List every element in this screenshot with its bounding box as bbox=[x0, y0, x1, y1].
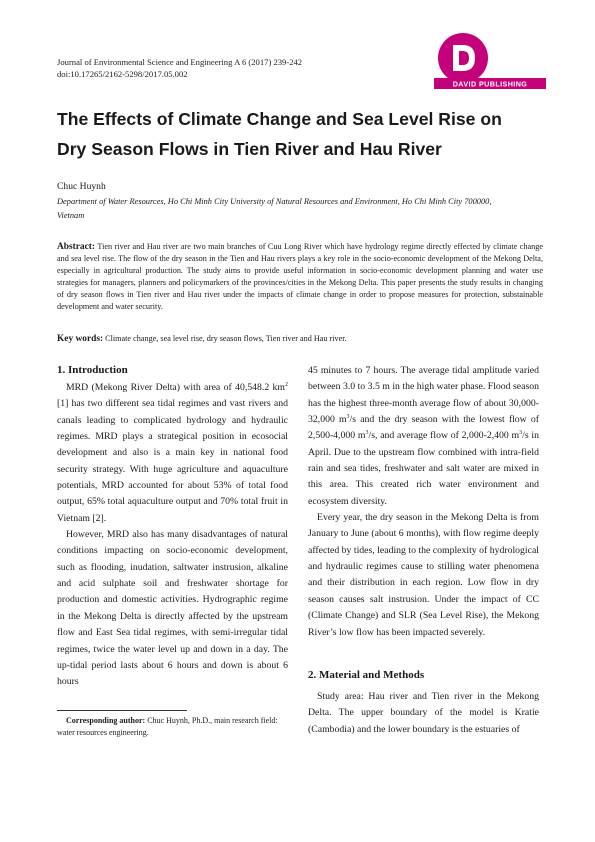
keywords bbox=[57, 333, 543, 345]
section-heading-introduction: 1. Introduction bbox=[57, 364, 128, 376]
keywords-text: Climate change, sea level rise, dry season flows, Tien river and Hau river. bbox=[105, 334, 347, 343]
right-paragraph-1 bbox=[308, 363, 539, 510]
right-paragraph-2: Every year, the dry season in the Mekong Delta is from January to June (about 6 months), with flow regime deeply affected by tides, leading to the complexity of hydrological and hydraulic regimes cause to stilling water phenomena and their distribution in each region. Low flow in dry season causes salt instrusion. Under the impact of CC (Climate Change) and SLR (Sea Level Rise), the Mekong River’s low flow has been impacted severely. bbox=[308, 512, 539, 638]
affiliation-line-1: Department of Water Resources, Ho Chi Minh City University of Natural Resources and Environment, Ho Chi Minh City 700000, bbox=[57, 197, 492, 206]
footnote-text: Chuc Huynh, Ph.D., main research field: water resources engineering. bbox=[57, 716, 278, 737]
abstract-label: Abstract: bbox=[57, 242, 96, 252]
right-p1-sup-3: 3 bbox=[519, 430, 523, 437]
left-column bbox=[57, 380, 288, 691]
abstract-text: Tien river and Hau river are two main branches of Cuu Long River which have hydrology regime directly effected by climate change and sea level rise. The flow of the dry season in the Tien and Hau rivers plays a key role in the socio-economic development of the Mekong Delta, especially in agricultural production. The study aims to provide useful information in socio-economic development planning and water use strategies for managers, planners and policymarkers of the provinces/cities in the Mekong Delta. This paper presents the study results in changing of dry season flows in Tien river and Hau river under the impacts of climate change in order to propose measures for protection, substainable development and water security. bbox=[57, 242, 543, 311]
journal-citation: Journal of Environmental Science and Engineering A 6 (2017) 239-242 bbox=[57, 57, 303, 67]
right-p1-text-d: /s in April. Due to the upstream flow combined with intra-field rain and sea tides, freshwater and salt water are mixed in this area. This created rich water environment and ecosystem diversity. bbox=[308, 430, 539, 507]
methods-column bbox=[308, 689, 539, 738]
intro-paragraph-2: However, MRD also has many disadvantages of natural conditions impacting on socio-economic development, such as flooding, inudation, saltwater instrusion, alkaline and acid sulphate soil and freshwater shortage for production and domestic activities. Hydrographic regime in the Mekong Delta is directly affected by the upstream flow and East Sea tidal regimes, with semi-irregular tidal regimes, twice the water level up and down in a day. The up-tidal period lasts about 6 hours and down is about 6 hours bbox=[57, 529, 288, 688]
intro-p1-superscript: 2 bbox=[285, 382, 288, 388]
intro-paragraph-1 bbox=[57, 380, 288, 527]
title-line-1: The Effects of Climate Change and Sea Level Rise on bbox=[57, 109, 502, 129]
doi: doi:10.17265/2162-5298/2017.05.002 bbox=[57, 69, 188, 79]
logo-text: DAVID PUBLISHING bbox=[452, 79, 528, 89]
intro-p1-text-b: [1] has two different sea tidal regimes and vast rivers and canals leading to complicated hydrology and hydraulic regimes. MRD plays a strategical position in ecosocial development and also is a main key in national food security strategy. With huge agriculture and aquaculture potentials, MRD accounted for about 53% of total food output, 65% total aquaculture output and 70% total fruit in Vietnam [2]. bbox=[57, 398, 288, 524]
author-affiliation bbox=[57, 195, 543, 222]
author-name: Chuc Huynh bbox=[57, 181, 106, 192]
right-column bbox=[308, 363, 539, 641]
methods-paragraph-1: Study area: Hau river and Tien river in the Mekong Delta. The upper boundary of the model is Kratie (Cambodia) and the lower boundary is the estuaries of bbox=[308, 691, 539, 735]
david-publishing-logo bbox=[434, 32, 546, 94]
right-p1-sup-2: 3 bbox=[365, 430, 369, 437]
footnote bbox=[57, 715, 288, 738]
abstract bbox=[57, 241, 543, 313]
intro-p1-text-a: MRD (Mekong River Delta) with area of 40,548.2 km bbox=[66, 382, 285, 393]
section-heading-methods: 2. Material and Methods bbox=[308, 669, 425, 681]
affiliation-line-2: Vietnam bbox=[57, 210, 85, 220]
right-p1-text-b: /s and the dry season with the lowest flow of 2,500-4,000 m bbox=[308, 414, 539, 442]
footnote-divider bbox=[57, 710, 187, 711]
keywords-label: Key words: bbox=[57, 334, 104, 344]
right-p1-text-c: /s, and average flow of 2,000-2,400 m bbox=[368, 430, 520, 442]
title-line-2: Dry Season Flows in Tien River and Hau River bbox=[57, 139, 442, 159]
right-p1-sup-1: 3 bbox=[346, 414, 350, 421]
logo-circle bbox=[438, 33, 488, 83]
footnote-label: Corresponding author: bbox=[66, 716, 146, 725]
paper-title bbox=[57, 104, 547, 164]
right-p1-text-a: 45 minutes to 7 hours. The average tidal amplitude varied between 3.0 to 3.5 m in the high water phase. Flood season has the highest three-month average flow of about 30,000-32,000 m bbox=[308, 365, 539, 426]
